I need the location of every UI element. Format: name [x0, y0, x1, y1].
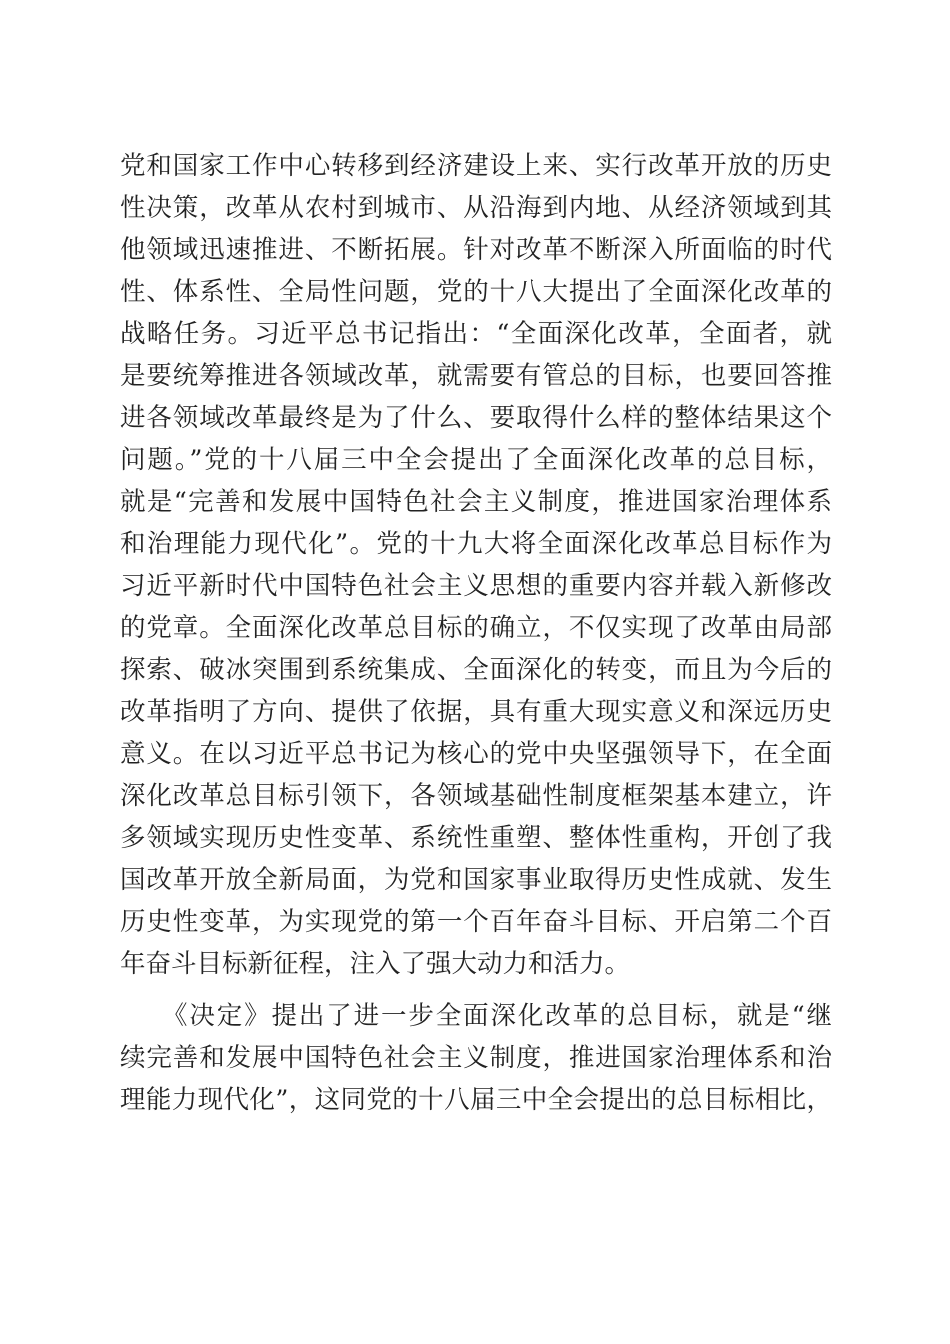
text-line: 和治理能力现代化”。党的十九大将全面深化改革总目标作为 [120, 529, 832, 559]
text-line: 性决策，改革从农村到城市、从沿海到内地、从经济领域到其 [120, 193, 832, 223]
text-line: 就是“完善和发展中国特色社会主义制度，推进国家治理体系 [120, 487, 832, 517]
text-line: 党和国家工作中心转移到经济建设上来、实行改革开放的历史 [120, 151, 832, 181]
text-line: 理能力现代化”，这同党的十八届三中全会提出的总目标相比， [120, 1085, 832, 1115]
text-line: 多领域实现历史性变革、系统性重塑、整体性重构，开创了我 [120, 823, 832, 853]
text-line: 深化改革总目标引领下，各领域基础性制度框架基本建立，许 [120, 781, 832, 811]
text-line: 他领域迅速推进、不断拓展。针对改革不断深入所面临的时代 [120, 235, 832, 265]
text-line: 国改革开放全新局面，为党和国家事业取得历史性成就、发生 [120, 865, 832, 895]
text-line: 进各领域改革最终是为了什么、要取得什么样的整体结果这个 [120, 403, 832, 433]
text-line: 是要统筹推进各领域改革，就需要有管总的目标，也要回答推 [120, 361, 832, 391]
body-text [120, 145, 832, 1121]
text-line: 改革指明了方向、提供了依据，具有重大现实意义和深远历史 [120, 697, 832, 727]
text-line: 续完善和发展中国特色社会主义制度，推进国家治理体系和治 [120, 1043, 832, 1073]
text-line: 问题。”党的十八届三中全会提出了全面深化改革的总目标， [120, 445, 832, 475]
paragraph-2 [120, 995, 832, 1121]
text-line: 探索、破冰突围到系统集成、全面深化的转变，而且为今后的 [120, 655, 832, 685]
paragraph-spacer [120, 985, 832, 995]
text-line: 年奋斗目标新征程，注入了强大动力和活力。 [120, 949, 631, 979]
text-line: 历史性变革，为实现党的第一个百年奋斗目标、开启第二个百 [120, 907, 832, 937]
text-line: 战略任务。习近平总书记指出：“全面深化改革，全面者，就 [120, 319, 832, 349]
text-line: 习近平新时代中国特色社会主义思想的重要内容并载入新修改 [120, 571, 832, 601]
text-line: 性、体系性、全局性问题，党的十八大提出了全面深化改革的 [120, 277, 832, 307]
text-line: 意义。在以习近平总书记为核心的党中央坚强领导下，在全面 [120, 739, 832, 769]
paragraph-1 [120, 145, 832, 985]
text-line: 的党章。全面深化改革总目标的确立，不仅实现了改革由局部 [120, 613, 832, 643]
text-line: 《决定》提出了进一步全面深化改革的总目标，就是“继 [120, 1001, 832, 1031]
